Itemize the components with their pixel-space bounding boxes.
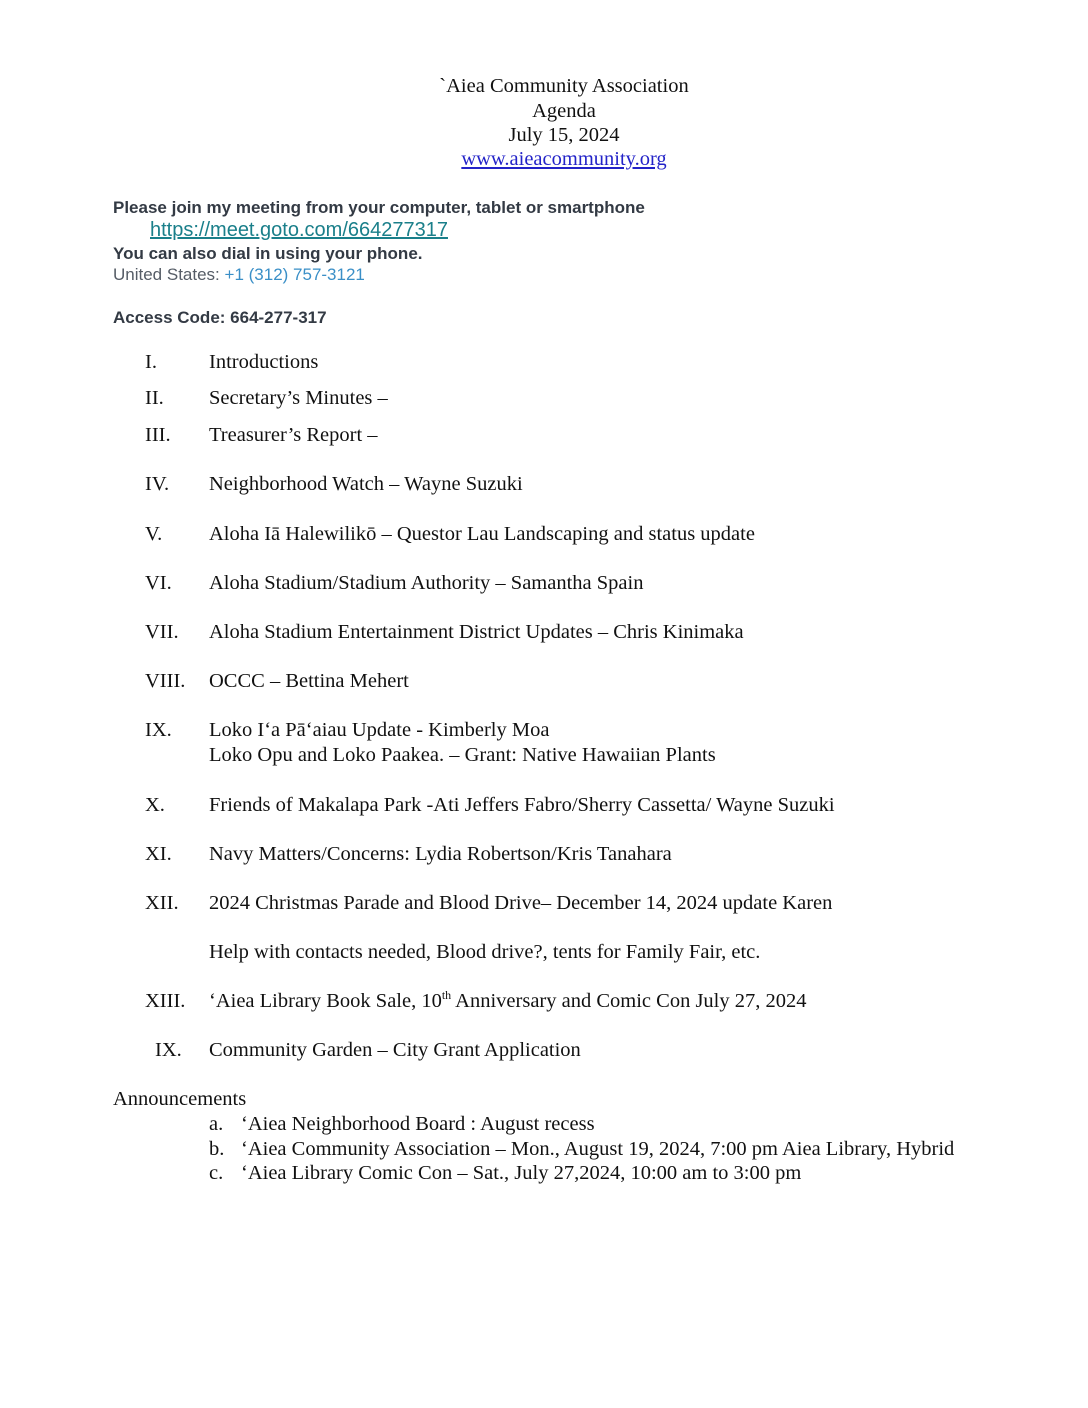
meeting-link[interactable]: https://meet.goto.com/664277317 — [150, 219, 448, 241]
item-text-line2: Loko Opu and Loko Paakea. – Grant: Native Hawaiian Plants — [209, 744, 716, 766]
item-number: XII. — [145, 892, 179, 914]
announcement-text: ‘Aiea Neighborhood Board : August recess — [241, 1113, 595, 1135]
dial-in-line — [113, 265, 365, 285]
item-number: X. — [145, 794, 165, 816]
item-text: Introductions — [209, 351, 319, 373]
join-instructions: Please join my meeting from your computer, tablet or smartphone — [113, 198, 645, 217]
item-text: OCCC – Bettina Mehert — [209, 670, 409, 692]
item-text: 2024 Christmas Parade and Blood Drive– December 14, 2024 update Karen — [209, 892, 833, 914]
item-number: I. — [145, 351, 157, 373]
item-text: Community Garden – City Grant Application — [209, 1039, 581, 1061]
announcement-text: ‘Aiea Library Comic Con – Sat., July 27,2024, 10:00 am to 3:00 pm — [241, 1162, 802, 1184]
item-text: Loko Iʻa Pāʻaiau Update - Kimberly Moa — [209, 719, 550, 741]
item-text: Aloha Stadium/Stadium Authority – Samantha Spain — [209, 572, 644, 594]
item-number: V. — [145, 523, 163, 545]
item-text: Aloha Iā Halewilikō – Questor Lau Landscaping and status update — [209, 523, 755, 545]
item-letter: c. — [209, 1162, 224, 1184]
phone-number-link[interactable]: +1 (312) 757-3121 — [224, 265, 365, 284]
item-number: III. — [145, 424, 171, 446]
item-text: Aloha Stadium Entertainment District Updates – Chris Kinimaka — [209, 621, 744, 643]
item-text: Friends of Makalapa Park -Ati Jeffers Fabro/Sherry Cassetta/ Wayne Suzuki — [209, 794, 835, 816]
item-text-line2: Help with contacts needed, Blood drive?, tents for Family Fair, etc. — [209, 941, 761, 963]
item-text — [209, 990, 807, 1013]
item-number: IX. — [155, 1039, 182, 1061]
item-number: XI. — [145, 843, 172, 865]
item-text: Secretary’s Minutes – — [209, 387, 388, 409]
item-letter: a. — [209, 1113, 224, 1135]
item-number: VI. — [145, 572, 172, 594]
item-number: II. — [145, 387, 164, 409]
item-number: VII. — [145, 621, 179, 643]
announcement-text: ‘Aiea Community Association – Mon., August 19, 2024, 7:00 pm Aiea Library, Hybrid — [241, 1138, 955, 1160]
item-text-part2: Anniversary and Comic Con July 27, 2024 — [451, 990, 807, 1012]
item-number: IV. — [145, 473, 170, 495]
item-text: Treasurer’s Report – — [209, 424, 378, 446]
org-name: `Aiea Community Association — [439, 75, 689, 97]
item-number: XIII. — [145, 990, 186, 1012]
ordinal-suffix: th — [441, 988, 452, 1002]
announcements-heading: Announcements — [113, 1088, 247, 1110]
dial-instructions: You can also dial in using your phone. — [113, 244, 423, 263]
meeting-date: July 15, 2024 — [508, 124, 620, 146]
access-code: Access Code: 664-277-317 — [113, 308, 327, 327]
item-text: Neighborhood Watch – Wayne Suzuki — [209, 473, 523, 495]
item-text-part1: ‘Aiea Library Book Sale, 10 — [209, 990, 442, 1012]
item-number: IX. — [145, 719, 172, 741]
item-number: VIII. — [145, 670, 186, 692]
website-link[interactable]: www.aieacommunity.org — [461, 148, 667, 170]
document-title: Agenda — [532, 100, 596, 122]
item-letter: b. — [209, 1138, 225, 1160]
country-label: United States: — [113, 265, 225, 284]
item-text: Navy Matters/Concerns: Lydia Robertson/Kris Tanahara — [209, 843, 672, 865]
